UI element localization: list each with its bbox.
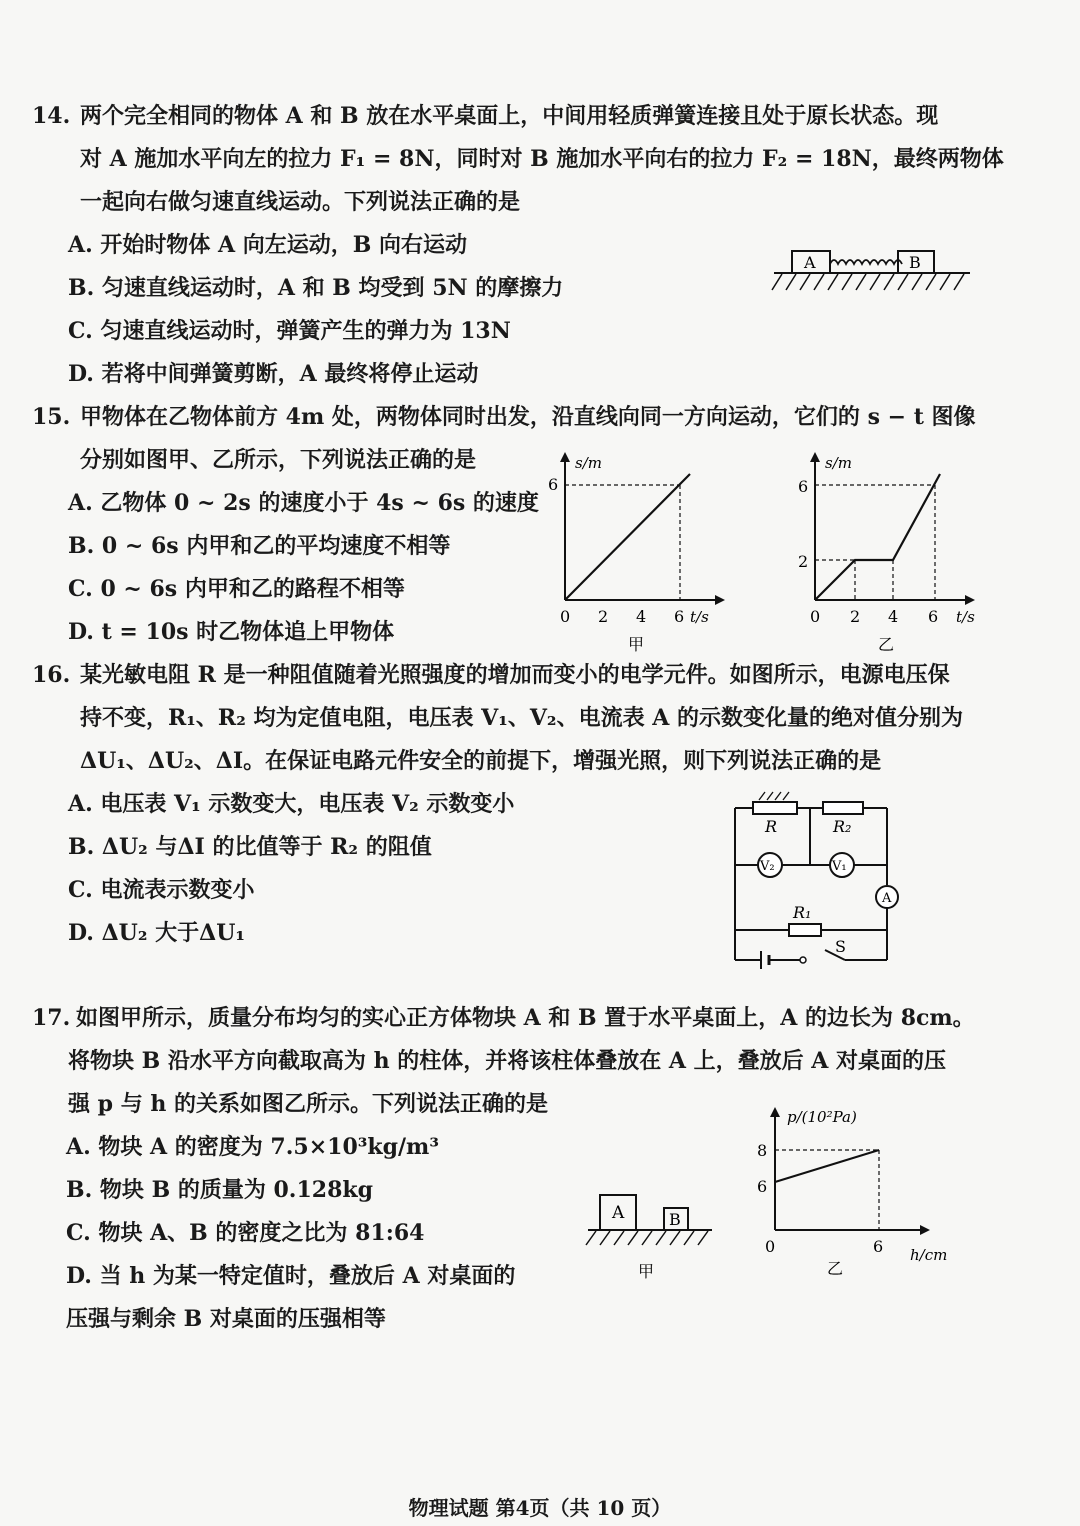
q14-number: 14. bbox=[32, 103, 71, 129]
q14-stem-line2: 对 A 施加水平向左的拉力 F₁ = 8N，同时对 B 施加水平向右的拉力 F₂ = 18N，最终两物体 bbox=[80, 146, 1004, 172]
yi-xtick-4: 4 bbox=[888, 607, 899, 626]
p-xlabel: h/cm bbox=[910, 1246, 948, 1264]
q16-number: 16. bbox=[32, 662, 71, 688]
yi-ylabel: s/m bbox=[825, 454, 852, 472]
yi-line bbox=[815, 474, 940, 600]
q17-graph-yi bbox=[745, 1100, 975, 1280]
q15-stem-line1: 甲物体在乙物体前方 4m 处，两物体同时出发，沿直线向同一方向运动，它们的 s − t 图像 bbox=[80, 404, 976, 430]
label-r: R bbox=[765, 817, 778, 836]
block-a-label: A bbox=[804, 253, 816, 272]
page-footer: 物理试题 第4页（共 10 页） bbox=[408, 1496, 672, 1520]
label-r2: R₂ bbox=[833, 817, 852, 836]
jia-xlabel: t/s bbox=[690, 608, 709, 626]
q14-option-d: D. 若将中间弹簧剪断，A 最终将停止运动 bbox=[68, 361, 479, 387]
q14-spring-figure bbox=[770, 240, 980, 300]
label-s: S bbox=[835, 937, 846, 956]
spring bbox=[830, 260, 902, 264]
yi-xtick-6: 6 bbox=[928, 607, 939, 626]
q15-graph-yi bbox=[790, 450, 990, 660]
q16-circuit bbox=[725, 790, 915, 970]
label-a: A bbox=[882, 891, 892, 906]
p-xtick-0: 0 bbox=[765, 1237, 776, 1256]
jia-ylabel: s/m bbox=[575, 454, 602, 472]
q17-option-d: D. 当 h 为某一特定值时，叠放后 A 对桌面的 bbox=[66, 1263, 516, 1289]
cube-b-label: B bbox=[669, 1210, 681, 1229]
jia-xtick-4: 4 bbox=[636, 607, 647, 626]
q17-option-c: C. 物块 A、B 的密度之比为 81:64 bbox=[66, 1220, 425, 1246]
yi-ytick-6: 6 bbox=[798, 477, 809, 496]
q17-number: 17. bbox=[32, 1005, 71, 1031]
q17-option-b: B. 物块 B 的质量为 0.128kg bbox=[66, 1177, 374, 1203]
q14-stem-line3: 一起向右做匀速直线运动。下列说法正确的是 bbox=[80, 189, 521, 215]
q15-graph-jia bbox=[540, 450, 730, 660]
q16-stem-line2: 持不变，R₁、R₂ 均为定值电阻，电压表 V₁、V₂、电流表 A 的示数变化量的绝对值分别为 bbox=[80, 705, 963, 731]
q16-option-d: D. ΔU₂ 大于ΔU₁ bbox=[68, 920, 246, 946]
yi-xtick-2: 2 bbox=[850, 607, 861, 626]
q15-number: 15. bbox=[32, 404, 71, 430]
jia-xtick-6: 6 bbox=[674, 607, 685, 626]
q15-option-b: B. 0 ~ 6s 内甲和乙的平均速度不相等 bbox=[68, 533, 451, 559]
p-line bbox=[775, 1150, 879, 1182]
p-xtick-6: 6 bbox=[873, 1237, 884, 1256]
q16-stem-line3: ΔU₁、ΔU₂、ΔI。在保证电路元件安全的前提下，增强光照，则下列说法正确的是 bbox=[80, 748, 882, 774]
q15-stem-line2: 分别如图甲、乙所示，下列说法正确的是 bbox=[80, 447, 477, 473]
q16-option-a: A. 电压表 V₁ 示数变大，电压表 V₂ 示数变小 bbox=[68, 791, 515, 817]
jia-xtick-0: 0 bbox=[560, 607, 571, 626]
q15-option-a: A. 乙物体 0 ~ 2s 的速度小于 4s ~ 6s 的速度 bbox=[68, 490, 539, 516]
p-ytick-8: 8 bbox=[757, 1141, 768, 1160]
label-v2: V₂ bbox=[760, 859, 775, 874]
resistor-r1 bbox=[789, 924, 821, 936]
cube-a-label: A bbox=[612, 1203, 625, 1223]
p-ytick-6: 6 bbox=[757, 1177, 768, 1196]
yi-xlabel: t/s bbox=[956, 608, 975, 626]
q17-stem-line3: 强 p 与 h 的关系如图乙所示。下列说法正确的是 bbox=[68, 1091, 549, 1117]
q16-option-c: C. 电流表示数变小 bbox=[68, 877, 255, 903]
q16-stem-line1: 某光敏电阻 R 是一种阻值随着光照强度的增加而变小的电学元件。如图所示，电源电压保 bbox=[80, 662, 950, 688]
q14-option-c: C. 匀速直线运动时，弹簧产生的弹力为 13N bbox=[68, 318, 511, 344]
label-r1: R₁ bbox=[793, 903, 812, 922]
block-b-label: B bbox=[909, 253, 921, 272]
yi-ytick-2: 2 bbox=[798, 552, 809, 571]
yi-caption: 乙 bbox=[878, 635, 895, 654]
q14-option-a: A. 开始时物体 A 向左运动，B 向右运动 bbox=[68, 232, 468, 258]
q14-option-b: B. 匀速直线运动时，A 和 B 均受到 5N 的摩擦力 bbox=[68, 275, 564, 301]
label-v1: V₁ bbox=[832, 859, 847, 874]
q17-option-a: A. 物块 A 的密度为 7.5×10³kg/m³ bbox=[66, 1134, 439, 1160]
q15-option-d: D. t = 10s 时乙物体追上甲物体 bbox=[68, 619, 395, 645]
resistor-r bbox=[753, 802, 797, 814]
yi-xtick-0: 0 bbox=[810, 607, 821, 626]
switch bbox=[800, 957, 806, 963]
q17-stem-line2: 将物块 B 沿水平方向截取高为 h 的柱体，并将该柱体叠放在 A 上，叠放后 A 对桌面的压 bbox=[68, 1048, 947, 1074]
p-ylabel: p/(10²Pa) bbox=[787, 1108, 857, 1126]
jia-ytick-6: 6 bbox=[548, 475, 559, 494]
jia-caption-17: 甲 bbox=[638, 1262, 655, 1281]
q17-fig-jia bbox=[580, 1185, 720, 1285]
jia-xtick-2: 2 bbox=[598, 607, 609, 626]
q14-stem-line1: 两个完全相同的物体 A 和 B 放在水平桌面上，中间用轻质弹簧连接且处于原长状态。现 bbox=[80, 103, 939, 129]
jia-line bbox=[565, 474, 690, 600]
jia-caption: 甲 bbox=[628, 635, 645, 654]
q17-option-d-cont: 压强与剩余 B 对桌面的压强相等 bbox=[66, 1306, 386, 1332]
p-caption: 乙 bbox=[827, 1259, 844, 1278]
q17-stem-line1: 如图甲所示，质量分布均匀的实心正方体物块 A 和 B 置于水平桌面上，A 的边长为 8cm。 bbox=[76, 1005, 975, 1031]
q15-option-c: C. 0 ~ 6s 内甲和乙的路程不相等 bbox=[68, 576, 405, 602]
resistor-r2 bbox=[823, 802, 863, 814]
q16-option-b: B. ΔU₂ 与ΔI 的比值等于 R₂ 的阻值 bbox=[68, 834, 432, 860]
